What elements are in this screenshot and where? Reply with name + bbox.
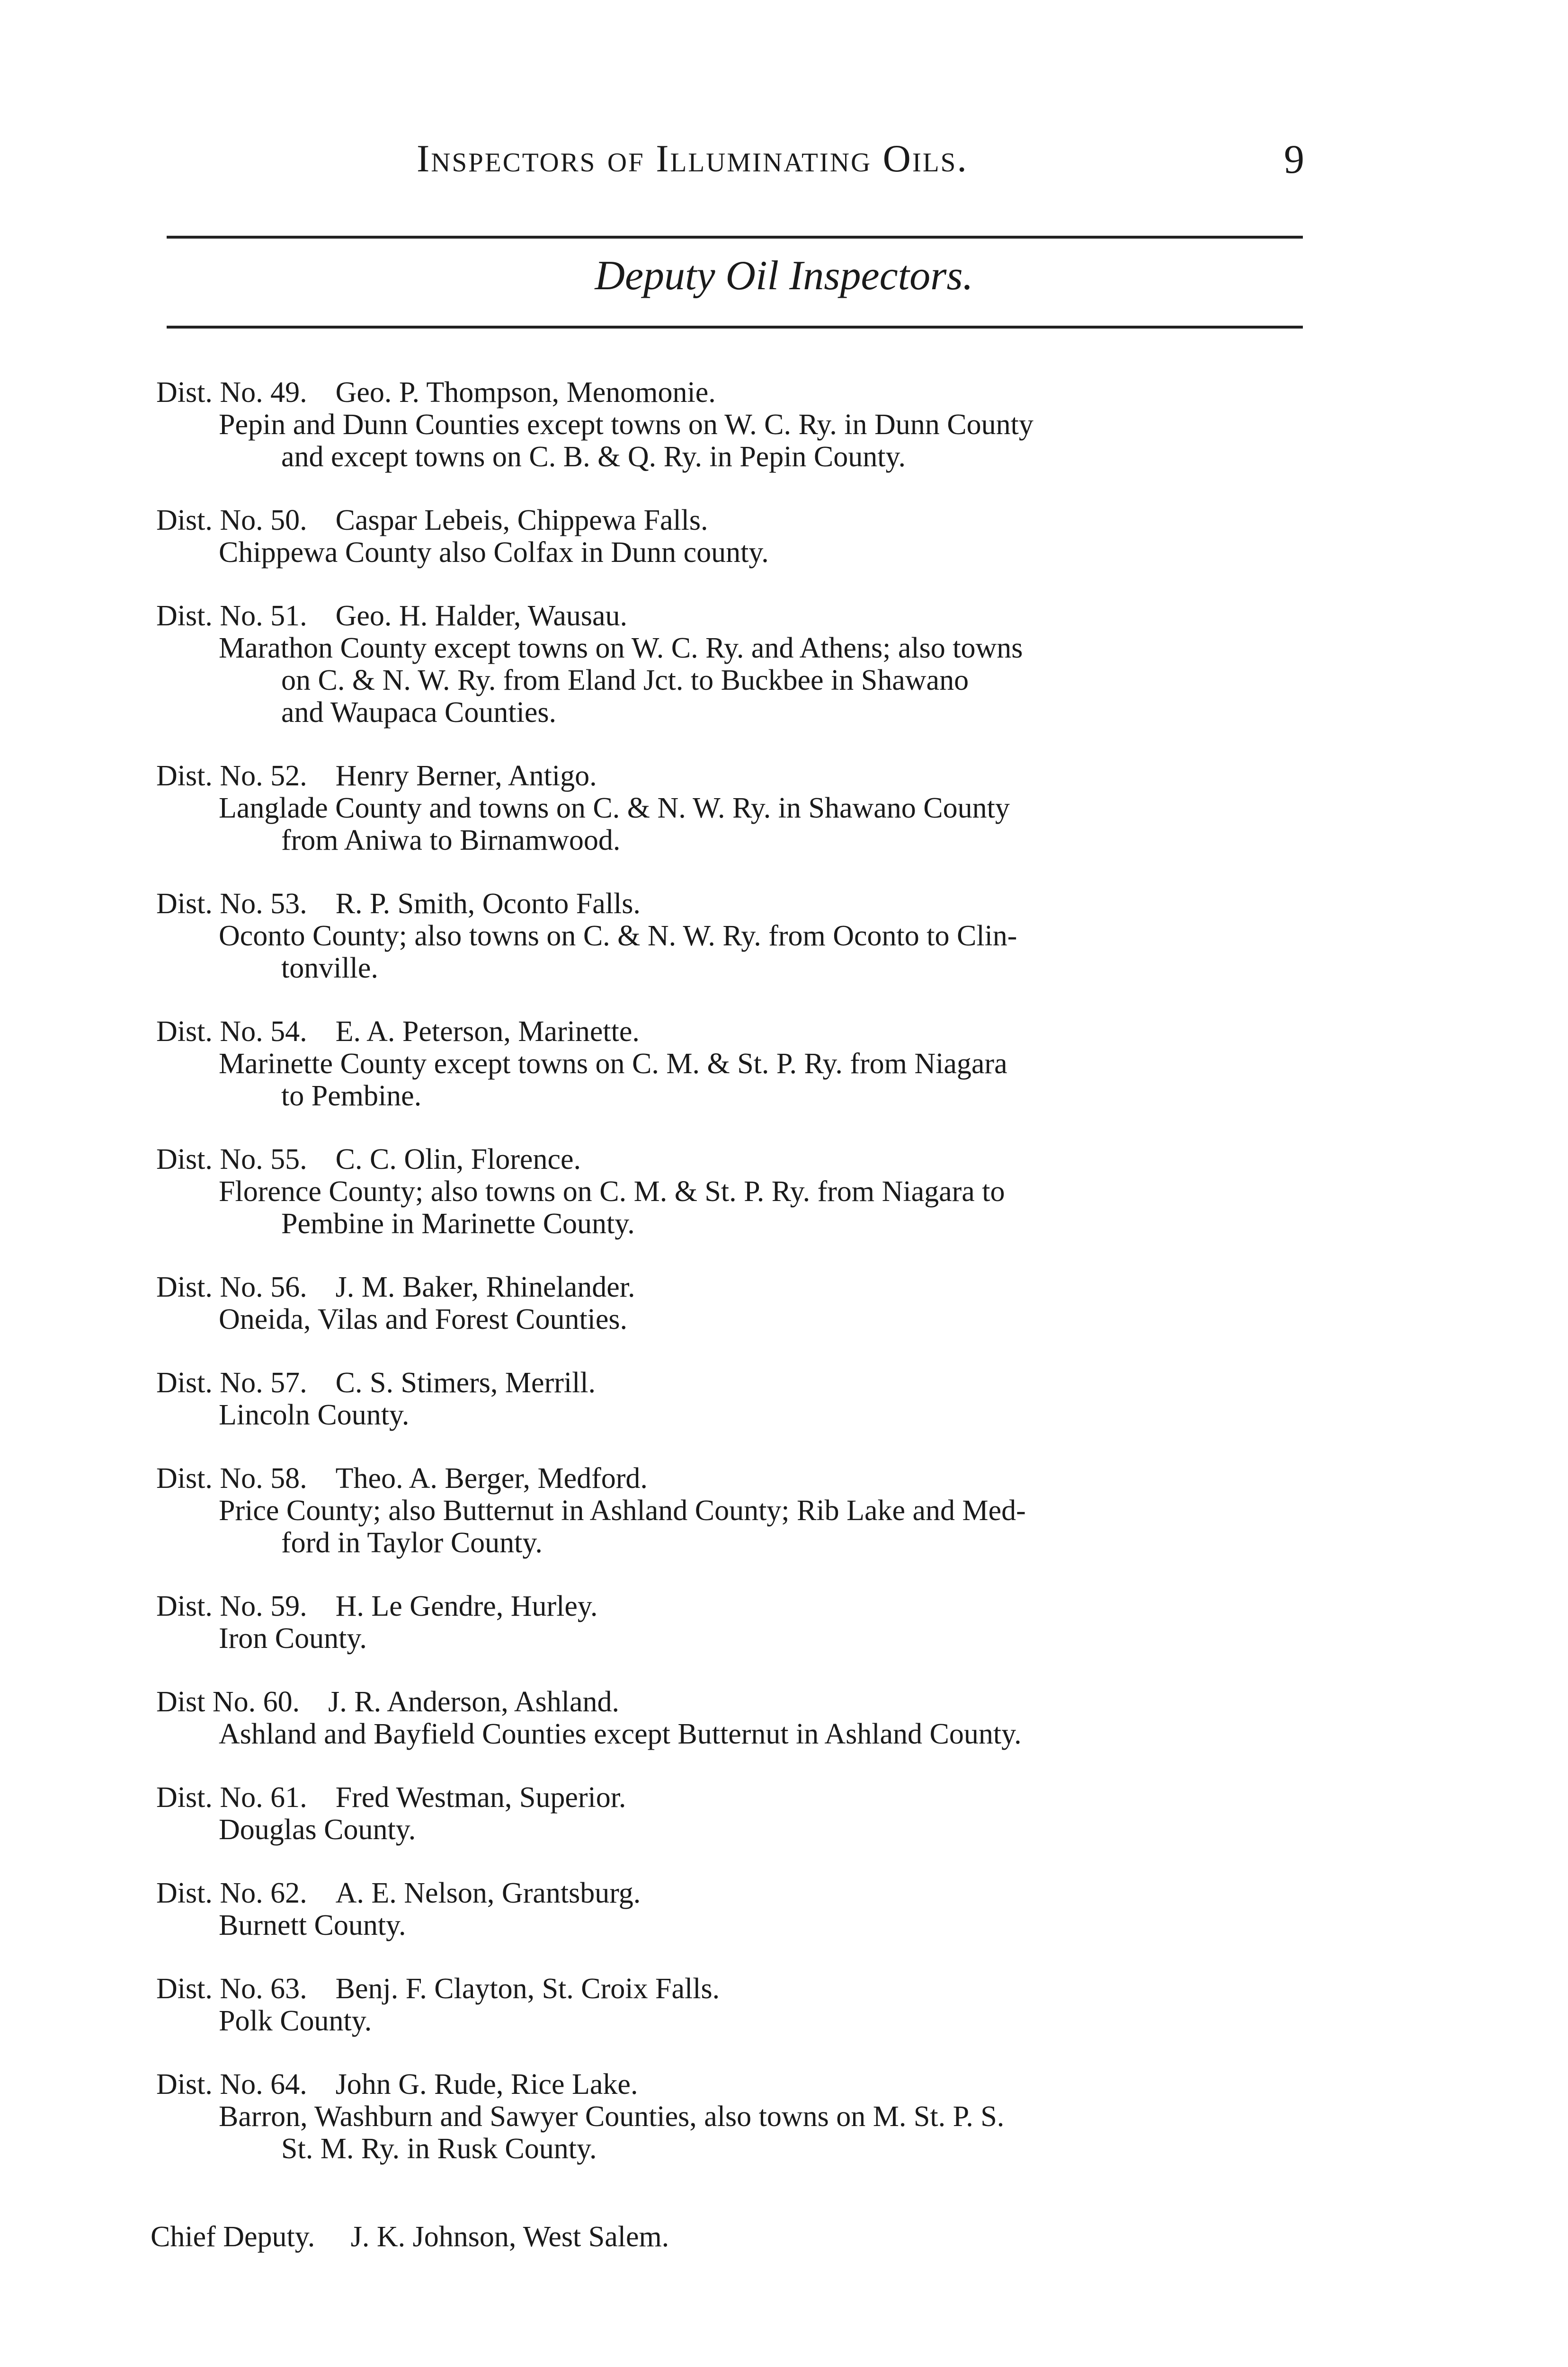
inspector-name: R. P. Smith, Oconto Falls. [335,888,641,920]
district-territory [156,1048,1311,1112]
inspector-name: A. E. Nelson, Grantsburg. [335,1877,641,1909]
top-rule [167,236,1303,239]
district-territory [156,409,1311,473]
chief-deputy-label: Chief Deputy. [151,2221,315,2253]
territory-line: Barron, Washburn and Sawyer Counties, also towns on M. St. P. S. [219,2100,1005,2133]
section-title: Deputy Oil Inspectors. [595,253,973,299]
district-territory [156,1622,1311,1655]
inspector-name: Theo. A. Berger, Medford. [335,1462,648,1495]
district-heading [156,1367,1311,1399]
territory-line: Langlade County and towns on C. & N. W. Ry. in Shawano County [219,792,1010,824]
district-entry [156,1271,1311,1335]
territory-line: Florence County; also towns on C. M. & St. P. Ry. from Niagara to [219,1175,1005,1208]
district-heading [156,1590,1311,1622]
district-territory [156,2005,1311,2037]
district-number: Dist No. 60. [156,1686,300,1718]
district-number: Dist. No. 55. [156,1143,307,1175]
territory-line: Price County; also Butternut in Ashland County; Rib Lake and Med- [219,1495,1026,1527]
district-number: Dist. No. 54. [156,1015,307,1048]
territory-line: on C. & N. W. Ry. from Eland Jct. to Buckbee in Shawano [281,664,969,696]
chief-deputy-name: J. K. Johnson, West Salem. [350,2221,669,2253]
district-heading [156,2068,1311,2100]
district-heading [156,1686,1311,1718]
inspector-name: Henry Berner, Antigo. [335,760,597,792]
district-territory [156,536,1311,569]
chief-deputy [151,2220,669,2254]
inspector-name: Fred Westman, Superior. [335,1781,626,1814]
district-number: Dist. No. 57. [156,1367,307,1399]
territory-line: Oconto County; also towns on C. & N. W. Ry. from Oconto to Clin- [219,920,1017,952]
territory-line: Marathon County except towns on W. C. Ry. and Athens; also towns [219,632,1023,664]
district-entry [156,1143,1311,1240]
territory-line: Lincoln County. [219,1399,410,1431]
district-territory [156,792,1311,856]
district-entry [156,600,1311,729]
district-heading [156,1015,1311,1048]
district-number: Dist. No. 50. [156,504,307,536]
inspector-name: C. S. Stimers, Merrill. [335,1367,596,1399]
district-entry [156,1015,1311,1112]
district-heading [156,600,1311,632]
page-number: 9 [1284,136,1304,182]
territory-line: and except towns on C. B. & Q. Ry. in Pepin County. [281,441,906,473]
district-number: Dist. No. 58. [156,1462,307,1495]
district-entry [156,760,1311,856]
district-entry [156,1367,1311,1431]
district-number: Dist. No. 63. [156,1973,307,2005]
district-number: Dist. No. 53. [156,888,307,920]
running-head [0,136,1568,182]
district-number: Dist. No. 51. [156,600,307,632]
district-heading [156,1143,1311,1175]
district-entry [156,504,1311,569]
district-territory [156,1718,1311,1750]
district-number: Dist. No. 64. [156,2068,307,2100]
territory-line: Oneida, Vilas and Forest Counties. [219,1303,628,1335]
territory-line: Polk County. [219,2005,372,2037]
district-territory [156,1495,1311,1559]
inspector-name: Geo. P. Thompson, Menomonie. [335,376,716,409]
territory-line: to Pembine. [281,1080,422,1112]
district-heading [156,1462,1311,1495]
inspector-name: J. M. Baker, Rhinelander. [335,1271,635,1303]
territory-line: ford in Taylor County. [281,1527,543,1559]
district-heading [156,504,1311,536]
district-territory [156,1175,1311,1240]
district-number: Dist. No. 61. [156,1781,307,1814]
district-territory [156,1303,1311,1335]
district-entry [156,888,1311,984]
district-entry [156,1781,1311,1846]
district-heading [156,1781,1311,1814]
territory-line: and Waupaca Counties. [281,696,556,729]
inspector-name: H. Le Gendre, Hurley. [335,1590,598,1622]
district-entry [156,376,1311,473]
inspector-name: C. C. Olin, Florence. [335,1143,581,1175]
district-territory [156,2100,1311,2165]
territory-line: Burnett County. [219,1909,406,1941]
district-territory [156,632,1311,729]
running-title: Inspectors of Illuminating Oils. [417,137,968,180]
district-heading [156,1877,1311,1909]
territory-line: Chippewa County also Colfax in Dunn county. [219,536,769,569]
district-number: Dist. No. 52. [156,760,307,792]
territory-line: Pembine in Marinette County. [281,1208,635,1240]
bottom-rule [167,326,1303,329]
territory-line: Ashland and Bayfield Counties except Butternut in Ashland County. [219,1718,1022,1750]
district-entry [156,2068,1311,2165]
district-heading [156,376,1311,409]
district-number: Dist. No. 62. [156,1877,307,1909]
inspector-name: J. R. Anderson, Ashland. [328,1686,619,1718]
district-entry [156,1686,1311,1750]
territory-line: tonville. [281,952,378,984]
territory-line: Iron County. [219,1622,367,1655]
territory-line: Pepin and Dunn Counties except towns on W. C. Ry. in Dunn County [219,409,1033,441]
district-entry [156,1877,1311,1941]
district-number: Dist. No. 49. [156,376,307,409]
district-heading [156,1271,1311,1303]
territory-line: from Aniwa to Birnamwood. [281,824,621,856]
district-territory [156,1909,1311,1941]
district-entry [156,1973,1311,2037]
territory-line: Douglas County. [219,1814,416,1846]
inspector-name: Benj. F. Clayton, St. Croix Falls. [335,1973,720,2005]
district-number: Dist. No. 59. [156,1590,307,1622]
inspector-name: John G. Rude, Rice Lake. [335,2068,638,2100]
territory-line: Marinette County except towns on C. M. & St. P. Ry. from Niagara [219,1048,1007,1080]
district-entry [156,1590,1311,1655]
district-territory [156,920,1311,984]
district-number: Dist. No. 56. [156,1271,307,1303]
district-heading [156,888,1311,920]
district-entry [156,1462,1311,1559]
inspector-name: Geo. H. Halder, Wausau. [335,600,628,632]
district-list [156,376,1311,2196]
territory-line: St. M. Ry. in Rusk County. [281,2133,597,2165]
inspector-name: E. A. Peterson, Marinette. [335,1015,640,1048]
district-heading [156,1973,1311,2005]
district-territory [156,1399,1311,1431]
district-heading [156,760,1311,792]
inspector-name: Caspar Lebeis, Chippewa Falls. [335,504,708,536]
district-territory [156,1814,1311,1846]
